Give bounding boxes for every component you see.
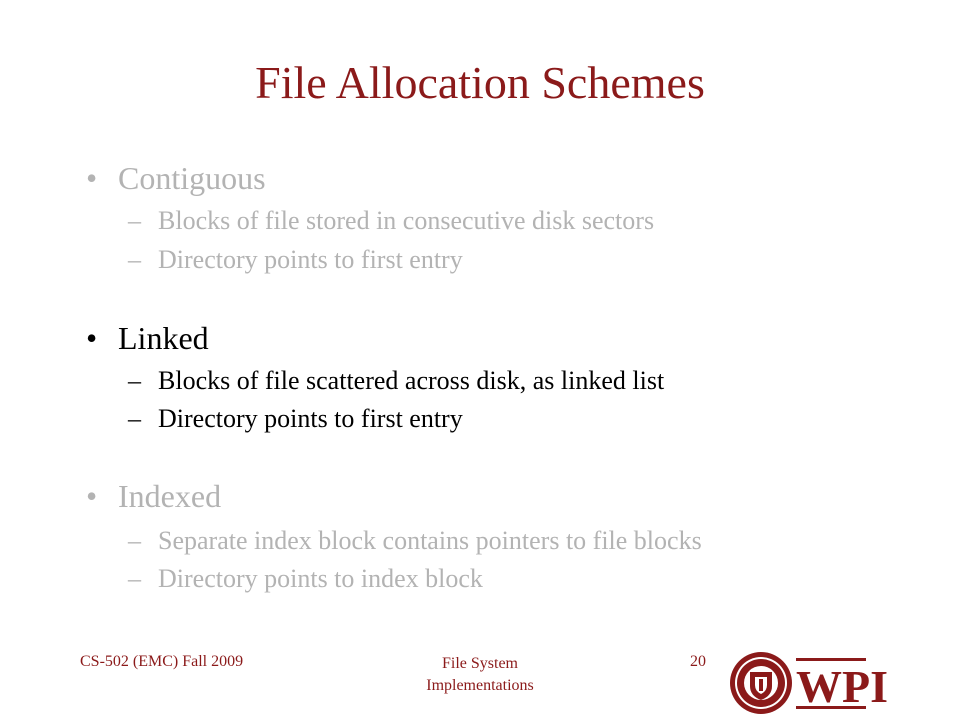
wpi-logo (728, 650, 888, 716)
dash-marker: – (128, 366, 141, 395)
page-number: 20 (690, 653, 706, 670)
footer-course: CS-502 (EMC) Fall 2009 (80, 653, 244, 670)
bullet-dot: • (86, 320, 98, 356)
slide-title: File Allocation Schemes (255, 57, 705, 108)
sub-item (128, 404, 463, 434)
sub-item-label: Directory points to first entry (158, 404, 463, 433)
sub-item-label: Separate index block contains pointers to file blocks (158, 526, 702, 555)
sub-item (128, 526, 702, 556)
sub-item (128, 366, 664, 396)
dash-marker: – (128, 206, 141, 235)
footer-topic-line2: Implementations (426, 677, 534, 694)
wpi-seal-icon (730, 652, 792, 714)
sub-item (128, 564, 483, 594)
wpi-logo-text: WPI (796, 661, 888, 712)
dash-marker: – (128, 245, 141, 274)
bullet-contiguous (86, 160, 266, 197)
dash-marker: – (128, 404, 141, 433)
sub-item-label: Blocks of file stored in consecutive disk sectors (158, 206, 655, 235)
wpi-wordmark (796, 658, 888, 712)
footer-topic-line1: File System (441, 655, 518, 672)
sub-item-label: Blocks of file scattered across disk, as linked list (158, 366, 665, 395)
dash-marker: – (128, 564, 141, 593)
bullet-dot: • (86, 160, 98, 196)
sub-item-label: Directory points to first entry (158, 245, 463, 274)
bullet-indexed (86, 478, 221, 515)
dash-marker: – (128, 526, 141, 555)
bullet-label: Contiguous (118, 160, 266, 196)
bullet-label: Indexed (118, 478, 222, 514)
bullet-dot: • (86, 478, 98, 514)
bullet-linked (86, 320, 209, 357)
bullet-label: Linked (118, 320, 209, 356)
footer-topic (380, 653, 580, 697)
sub-item (128, 206, 654, 236)
sub-item (128, 245, 463, 275)
sub-item-label: Directory points to index block (158, 564, 483, 593)
